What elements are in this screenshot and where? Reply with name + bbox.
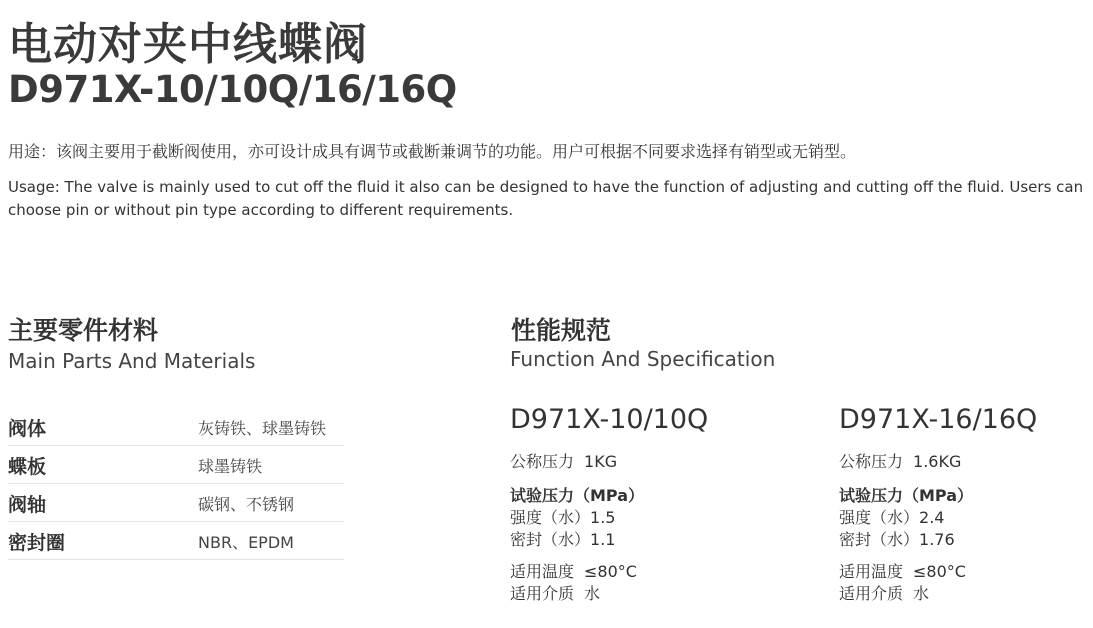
parts-section-subtitle: Main Parts And Materials bbox=[8, 349, 256, 373]
nominal-pressure-value: 1KG bbox=[584, 452, 618, 471]
strength-value: 2.4 bbox=[919, 508, 945, 527]
medium-line bbox=[510, 583, 708, 605]
temperature-label: 适用温度 bbox=[510, 562, 575, 581]
test-pressure-label: 试验压力（MPa） bbox=[510, 486, 645, 505]
parts-table bbox=[8, 408, 344, 560]
part-material: 灰铸铁、球墨铸铁 bbox=[198, 419, 327, 438]
medium-value: 水 bbox=[584, 584, 601, 603]
seal-line bbox=[510, 529, 708, 551]
strength-label: 强度（水） bbox=[839, 508, 920, 527]
seal-value: 1.76 bbox=[919, 530, 955, 549]
table-row bbox=[8, 408, 344, 446]
temperature-label: 适用温度 bbox=[839, 562, 904, 581]
spec-section-title: 性能规范 bbox=[511, 316, 612, 345]
part-material: 球墨铸铁 bbox=[198, 457, 263, 476]
nominal-pressure-label: 公称压力 bbox=[839, 452, 904, 471]
model-number: D971X-10/10Q/16/16Q bbox=[8, 68, 457, 111]
part-name: 蝶板 bbox=[8, 456, 47, 478]
nominal-pressure bbox=[839, 451, 1037, 473]
usage-text-cn: 用途：该阀主要用于截断阀使用，亦可设计成具有调节或截断兼调节的功能。用户可根据不同要求选择有销型或无销型。 bbox=[8, 142, 857, 161]
spec-column-1 bbox=[510, 404, 708, 605]
medium-value: 水 bbox=[913, 584, 930, 603]
temperature-line bbox=[510, 561, 708, 583]
part-name: 阀轴 bbox=[8, 494, 47, 516]
test-pressure-label: 试验压力（MPa） bbox=[839, 486, 974, 505]
strength-value: 1.5 bbox=[590, 508, 616, 527]
spec-model-title: D971X-16/16Q bbox=[839, 404, 1038, 435]
page-title: 电动对夹中线蝶阀 bbox=[8, 19, 368, 70]
strength-label: 强度（水） bbox=[510, 508, 591, 527]
spec-column-2 bbox=[839, 404, 1037, 605]
table-row bbox=[8, 522, 344, 560]
nominal-pressure-value: 1.6KG bbox=[913, 452, 962, 471]
medium-line bbox=[839, 583, 1037, 605]
nominal-pressure bbox=[510, 451, 708, 473]
part-material: NBR、EPDM bbox=[198, 533, 294, 552]
parts-section-title: 主要零件材料 bbox=[8, 316, 159, 345]
temperature-value: ≤80°C bbox=[584, 562, 637, 581]
spec-model-title: D971X-10/10Q bbox=[510, 404, 709, 435]
table-row bbox=[8, 446, 344, 484]
strength-line bbox=[839, 507, 1037, 529]
medium-label: 适用介质 bbox=[510, 584, 575, 603]
temperature-value: ≤80°C bbox=[913, 562, 966, 581]
spec-section-subtitle: Function And Specification bbox=[510, 347, 776, 371]
temperature-line bbox=[839, 561, 1037, 583]
nominal-pressure-label: 公称压力 bbox=[510, 452, 575, 471]
part-name: 密封圈 bbox=[8, 532, 66, 554]
seal-label: 密封（水） bbox=[839, 530, 920, 549]
part-material: 碳钢、不锈钢 bbox=[198, 495, 295, 514]
table-row bbox=[8, 484, 344, 522]
strength-line bbox=[510, 507, 708, 529]
seal-line bbox=[839, 529, 1037, 551]
medium-label: 适用介质 bbox=[839, 584, 904, 603]
seal-value: 1.1 bbox=[590, 530, 616, 549]
part-name: 阀体 bbox=[8, 418, 47, 440]
usage-text-en: Usage: The valve is mainly used to cut off the fluid it also can be designed to have the function of adjusting and cutting off the fluid. Users can choose pin or without pin type according to different requirements. bbox=[8, 178, 1084, 219]
seal-label: 密封（水） bbox=[510, 530, 591, 549]
